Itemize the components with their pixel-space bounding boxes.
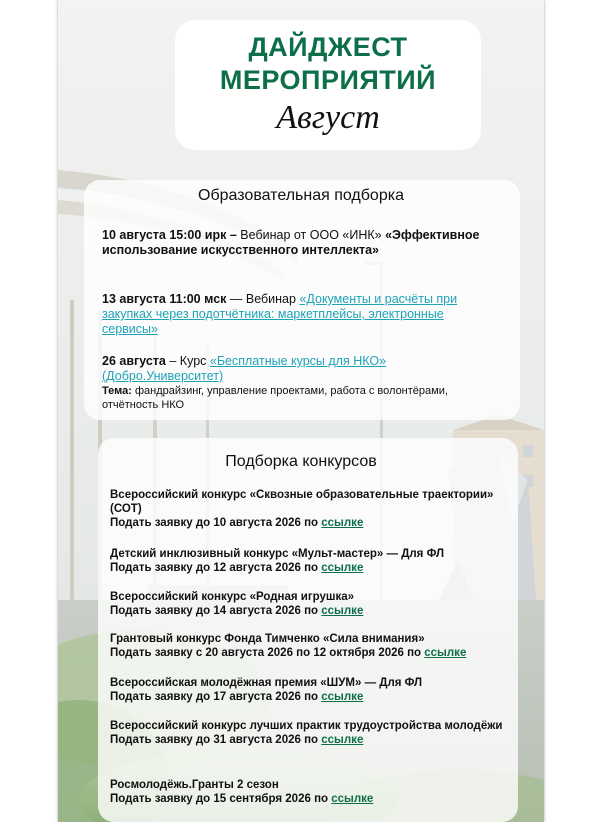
event-separator: – xyxy=(226,228,241,242)
digest-title-line-1: ДАЙДЖЕСТ xyxy=(248,32,408,62)
contest-item xyxy=(110,547,510,575)
contest-link[interactable]: ссылке xyxy=(321,734,364,746)
contest-deadline-text: Подать заявку до 10 августа 2026 по xyxy=(110,517,322,529)
event-separator: — xyxy=(226,292,246,306)
contest-link[interactable]: ссылке xyxy=(424,647,467,659)
contest-deadline-text: Подать заявку до 17 августа 2026 по xyxy=(110,691,322,703)
contest-deadline xyxy=(110,733,510,747)
contest-deadline xyxy=(110,646,510,660)
contest-deadline-text: Подать заявку до 15 сентября 2026 по xyxy=(110,793,332,805)
contests-heading: Подборка конкурсов xyxy=(225,453,377,470)
contest-title: Всероссийский конкурс «Родная игрушка» xyxy=(110,591,355,603)
contest-link[interactable]: ссылке xyxy=(321,517,364,529)
contest-deadline xyxy=(110,561,510,575)
digest-month: Август xyxy=(276,99,380,136)
event-theme xyxy=(102,384,502,412)
event-link[interactable]: «Документы и расчёты при закупках через подотчётника: маркетплейсы, электронные сервисы» xyxy=(102,292,458,336)
contest-item xyxy=(110,778,510,806)
event-date: 26 августа xyxy=(102,354,166,368)
event-kind: Вебинар xyxy=(245,292,300,306)
contest-link[interactable]: ссылке xyxy=(321,605,364,617)
education-heading: Образовательная подборка xyxy=(198,187,404,204)
digest-header-card xyxy=(175,20,481,150)
education-item xyxy=(102,354,502,412)
contest-item xyxy=(110,632,510,660)
contest-link[interactable]: ссылке xyxy=(321,562,364,574)
contest-title: Грантовый конкурс Фонда Тимченко «Сила внимания» xyxy=(110,633,425,645)
contest-title: Всероссийский конкурс лучших практик трудоустройства молодёжи xyxy=(110,720,503,732)
contest-deadline xyxy=(110,516,510,530)
contest-link[interactable]: ссылке xyxy=(321,691,364,703)
event-date: 10 августа 15:00 ирк xyxy=(102,228,227,242)
event-kind: Курс xyxy=(179,354,210,368)
contest-title: Всероссийская молодёжная премия «ШУМ» — Для ФЛ xyxy=(110,677,423,689)
event-link[interactable]: «Бесплатные курсы для НКО» (Добро.Университет) xyxy=(102,354,387,383)
contest-deadline-text: Подать заявку до 12 августа 2026 по xyxy=(110,562,322,574)
contest-deadline xyxy=(110,604,510,618)
education-item xyxy=(102,228,502,258)
digest-title xyxy=(175,31,481,97)
event-theme-text: фандрайзинг, управление проектами, работа с волонтёрами, отчётность НКО xyxy=(102,385,448,411)
event-theme-label: Тема: xyxy=(102,385,132,397)
event-date: 13 августа 11:00 мск xyxy=(102,292,227,306)
event-separator: – xyxy=(165,354,180,368)
contest-deadline-text: Подать заявку до 31 августа 2026 по xyxy=(110,734,322,746)
education-item xyxy=(102,292,502,337)
contest-deadline xyxy=(110,792,510,806)
contest-title: Детский инклюзивный конкурс «Мульт-мастер» — Для ФЛ xyxy=(110,548,445,560)
contest-item xyxy=(110,488,510,530)
contest-deadline-text: Подать заявку до 14 августа 2026 по xyxy=(110,605,322,617)
contest-item xyxy=(110,719,510,747)
event-title: «Эффективное использование искусственного интеллекта» xyxy=(102,228,480,257)
contest-deadline xyxy=(110,690,510,704)
contest-title: Росмолодёжь.Гранты 2 сезон xyxy=(110,779,279,791)
contest-item xyxy=(110,590,510,618)
contest-title: Всероссийский конкурс «Сквозные образовательные траектории» (СОТ) xyxy=(110,489,494,515)
digest-title-line-2: МЕРОПРИЯТИЙ xyxy=(219,65,437,95)
contest-deadline-text: Подать заявку с 20 августа 2026 по 12 октября 2026 по xyxy=(110,647,425,659)
contest-item xyxy=(110,676,510,704)
event-kind: Вебинар от ООО «ИНК» xyxy=(240,228,386,242)
contest-link[interactable]: ссылке xyxy=(331,793,374,805)
digest-page xyxy=(58,0,544,822)
